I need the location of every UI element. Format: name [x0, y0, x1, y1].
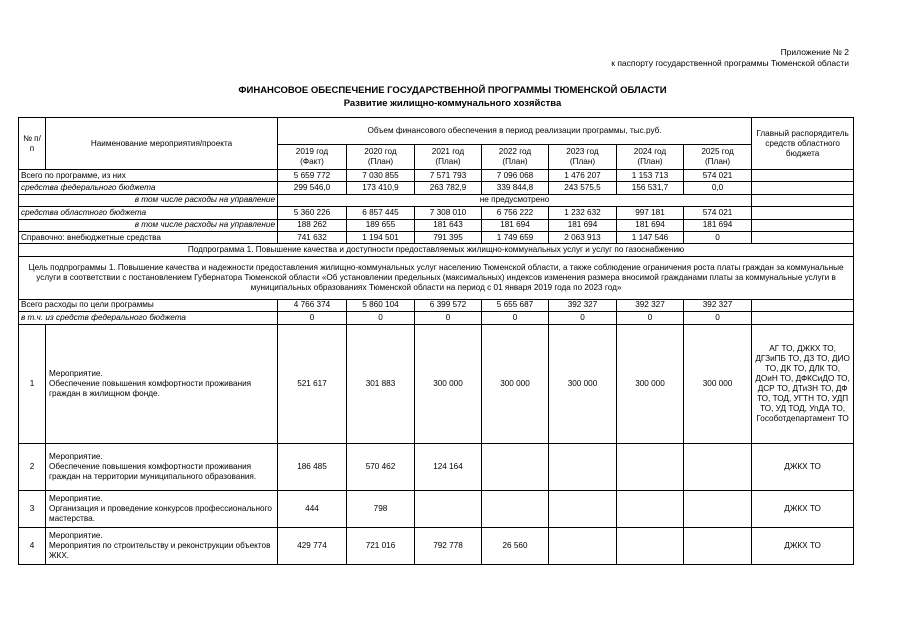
value-cell — [549, 443, 617, 490]
summary-federal-mgmt-row — [19, 194, 854, 206]
activity-num: 2 — [19, 443, 46, 490]
summary-offbudget-label: Справочно: внебюджетные средства — [19, 231, 278, 243]
value-cell: 0 — [684, 231, 752, 243]
value-cell: 243 575,5 — [549, 182, 617, 194]
activity-name: Мероприятие. Обеспечение повышения комфортности проживания граждан в жилищном фонде. — [46, 324, 278, 443]
value-cell: 2 063 913 — [549, 231, 617, 243]
value-cell: 188 262 — [278, 219, 347, 231]
summary-regional-row — [19, 207, 854, 219]
value-cell: 0 — [415, 312, 482, 324]
value-cell: 300 000 — [482, 324, 549, 443]
activity-name: Мероприятие. Организация и проведение конкурсов профессионального мастерства. — [46, 490, 278, 527]
value-cell: 1 147 546 — [617, 231, 684, 243]
empty-cell — [752, 231, 854, 243]
subprogram-title: Подпрограмма 1. Повышение качества и доступности предоставляемых жилищно-коммунальных услуг и услуг по газоснабжению — [19, 244, 854, 256]
empty-cell — [752, 170, 854, 182]
header-year-2025: 2025 год (План) — [684, 145, 752, 170]
value-cell: 6 857 445 — [347, 207, 415, 219]
value-cell: 5 655 687 — [482, 299, 549, 311]
subprogram-federal-label: в т.ч. из средств федерального бюджета — [19, 312, 278, 324]
appendix-note — [611, 47, 849, 69]
value-cell — [617, 527, 684, 564]
empty-cell — [752, 207, 854, 219]
value-cell: 798 — [347, 490, 415, 527]
value-cell: 444 — [278, 490, 347, 527]
value-cell — [617, 443, 684, 490]
value-cell: 300 000 — [549, 324, 617, 443]
summary-regional-mgmt-row — [19, 219, 854, 231]
appendix-number: Приложение № 2 — [780, 47, 849, 57]
value-cell: 1 232 632 — [549, 207, 617, 219]
empty-cell — [752, 312, 854, 324]
value-cell: 26 560 — [482, 527, 549, 564]
value-cell: 181 643 — [415, 219, 482, 231]
value-cell: 574 021 — [684, 207, 752, 219]
value-cell: 339 844,8 — [482, 182, 549, 194]
header-name: Наименование мероприятия/проекта — [46, 118, 278, 170]
subprogram-total-label: Всего расходы по цели программы — [19, 299, 278, 311]
header-volume: Объем финансового обеспечения в период реализации программы, тыс.руб. — [278, 118, 752, 145]
summary-total-label: Всего по программе, из них — [19, 170, 278, 182]
value-cell: 5 360 226 — [278, 207, 347, 219]
summary-regional-mgmt-label: в том числе расходы на управление — [19, 219, 278, 231]
value-cell — [684, 490, 752, 527]
empty-cell — [752, 299, 854, 311]
value-cell: 5 860 104 — [347, 299, 415, 311]
value-cell: 0 — [549, 312, 617, 324]
value-cell: 181 694 — [684, 219, 752, 231]
value-cell — [415, 490, 482, 527]
value-cell: 181 694 — [549, 219, 617, 231]
header-year-2019: 2019 год (Факт) — [278, 145, 347, 170]
value-cell: 0 — [482, 312, 549, 324]
activity-name: Мероприятие. Мероприятия по строительству и реконструкции объектов ЖКХ. — [46, 527, 278, 564]
value-cell: 1 749 659 — [482, 231, 549, 243]
value-cell: 300 000 — [415, 324, 482, 443]
empty-cell — [752, 219, 854, 231]
value-cell: 7 571 793 — [415, 170, 482, 182]
value-cell — [482, 490, 549, 527]
value-cell: 0 — [278, 312, 347, 324]
value-cell — [549, 490, 617, 527]
activity-manager: ДЖКХ ТО — [752, 443, 854, 490]
summary-total-row — [19, 170, 854, 182]
value-cell: 6 756 222 — [482, 207, 549, 219]
subprogram-federal-row — [19, 312, 854, 324]
value-cell — [684, 527, 752, 564]
value-cell: 7 308 010 — [415, 207, 482, 219]
document-title — [0, 84, 905, 110]
title-main: ФИНАНСОВОЕ ОБЕСПЕЧЕНИЕ ГОСУДАРСТВЕННОЙ ПРОГРАММЫ ТЮМЕНСКОЙ ОБЛАСТИ — [238, 85, 667, 96]
subprogram-total-row — [19, 299, 854, 311]
header-row-1 — [19, 118, 854, 145]
activity-num: 4 — [19, 527, 46, 564]
value-cell: 1 153 713 — [617, 170, 684, 182]
header-num: № п/п — [19, 118, 46, 170]
value-cell: 7 030 855 — [347, 170, 415, 182]
value-cell: 1 476 207 — [549, 170, 617, 182]
activity-row — [19, 490, 854, 527]
summary-regional-label: средства областного бюджета — [19, 207, 278, 219]
value-cell: 124 164 — [415, 443, 482, 490]
activity-name: Мероприятие. Обеспечение повышения комфортности проживания граждан на территории муниципального образования. — [46, 443, 278, 490]
value-cell: 263 782,9 — [415, 182, 482, 194]
summary-federal-mgmt-note: не предусмотрено — [278, 194, 752, 206]
value-cell: 574 021 — [684, 170, 752, 182]
header-year-2021: 2021 год (План) — [415, 145, 482, 170]
value-cell — [482, 443, 549, 490]
appendix-subtitle: к паспорту государственной программы Тюменской области — [611, 58, 849, 68]
value-cell: 6 399 572 — [415, 299, 482, 311]
activity-manager: ДЖКХ ТО — [752, 490, 854, 527]
value-cell: 721 016 — [347, 527, 415, 564]
finance-table — [18, 117, 854, 565]
empty-cell — [752, 182, 854, 194]
value-cell: 0 — [617, 312, 684, 324]
empty-cell — [752, 194, 854, 206]
value-cell: 392 327 — [617, 299, 684, 311]
header-manager: Главный распорядитель средств областного бюджета — [752, 118, 854, 170]
value-cell: 186 485 — [278, 443, 347, 490]
summary-federal-label: средства федерального бюджета — [19, 182, 278, 194]
activity-row — [19, 527, 854, 564]
value-cell: 791 395 — [415, 231, 482, 243]
value-cell: 301 883 — [347, 324, 415, 443]
value-cell: 521 617 — [278, 324, 347, 443]
value-cell: 997 181 — [617, 207, 684, 219]
activity-row — [19, 443, 854, 490]
activity-row — [19, 324, 854, 443]
summary-federal-mgmt-label: в том числе расходы на управление — [19, 194, 278, 206]
value-cell: 429 774 — [278, 527, 347, 564]
header-year-2020: 2020 год (План) — [347, 145, 415, 170]
value-cell: 4 766 374 — [278, 299, 347, 311]
value-cell: 0 — [684, 312, 752, 324]
value-cell: 300 000 — [684, 324, 752, 443]
subprogram-title-row — [19, 244, 854, 256]
value-cell: 181 694 — [482, 219, 549, 231]
value-cell: 392 327 — [684, 299, 752, 311]
value-cell: 792 778 — [415, 527, 482, 564]
activity-num: 1 — [19, 324, 46, 443]
value-cell: 300 000 — [617, 324, 684, 443]
value-cell — [684, 443, 752, 490]
value-cell: 189 655 — [347, 219, 415, 231]
value-cell: 181 694 — [617, 219, 684, 231]
value-cell: 741 632 — [278, 231, 347, 243]
title-program: Развитие жилищно-коммунального хозяйства — [343, 98, 562, 109]
header-year-2023: 2023 год (План) — [549, 145, 617, 170]
value-cell: 392 327 — [549, 299, 617, 311]
value-cell: 5 659 772 — [278, 170, 347, 182]
activity-manager: ДЖКХ ТО — [752, 527, 854, 564]
header-year-2024: 2024 год (План) — [617, 145, 684, 170]
subprogram-goal: Цель подпрограммы 1. Повышение качества и надежности предоставления жилищно-коммунальных услуг населению Тюменской области, а также соблюдение ограничения роста платы граждан за коммунальные услуги в соответствии с постановлением Губернатора Тюменской области «Об установлении предельных (максимальных) индексов изменения размера вносимой гражданами платы за коммунальные услуги в муниципальных образованиях Тюменской области на период с 01 января 2019 года по 2023 год» — [19, 256, 854, 299]
activity-manager: АГ ТО, ДЖКХ ТО, ДГЗиПБ ТО, ДЗ ТО, ДИО ТО, ДК ТО, ДЛК ТО, ДОиН ТО, ДФКСиДО ТО, ДСР ТО, ДТиЗН ТО, ДФ ТО, ТОД, УГТН ТО, УДП ТО, УД ТОД, УпДА ТО, Гособотдепартамент ТО — [752, 324, 854, 443]
value-cell: 156 531,7 — [617, 182, 684, 194]
value-cell: 0,0 — [684, 182, 752, 194]
value-cell: 299 546,0 — [278, 182, 347, 194]
value-cell — [617, 490, 684, 527]
value-cell: 7 096 068 — [482, 170, 549, 182]
value-cell: 173 410,9 — [347, 182, 415, 194]
summary-offbudget-row — [19, 231, 854, 243]
summary-federal-row — [19, 182, 854, 194]
value-cell: 1 194 501 — [347, 231, 415, 243]
value-cell: 570 462 — [347, 443, 415, 490]
subprogram-goal-row — [19, 256, 854, 299]
value-cell — [549, 527, 617, 564]
value-cell: 0 — [347, 312, 415, 324]
activity-num: 3 — [19, 490, 46, 527]
header-year-2022: 2022 год (План) — [482, 145, 549, 170]
